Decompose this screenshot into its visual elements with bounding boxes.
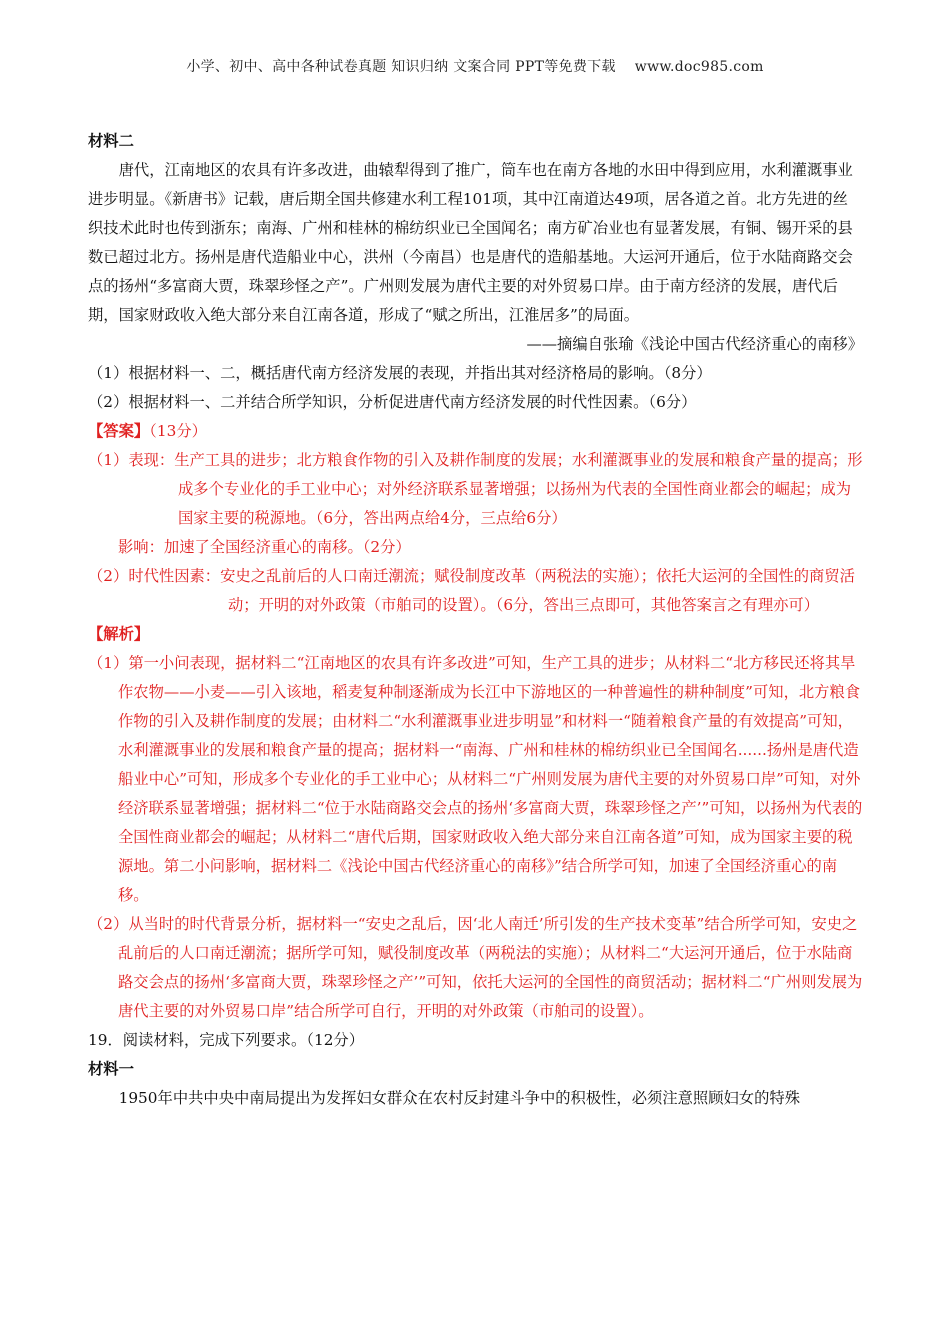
- document-content: [88, 127, 863, 1113]
- answer-1: （1）表现：生产工具的进步；北方粮食作物的引入及耕作制度的发展；水利灌溉事业的发展和粮食产量的提高；形成多个专业化的手工业中心；对外经济联系显著增强；以扬州为代表的全国性商业都会的崛起；成为国家主要的税源地。（6分，答出两点给4分，三点给6分）: [88, 451, 863, 527]
- answer-2: （2）时代性因素：安史之乱前后的人口南迁潮流；赋役制度改革（两税法的实施）；依托大运河的全国性的商贸活动；开明的对外政策（市舶司的设置）。（6分，答出三点即可，其他答案言之有理亦可）: [88, 567, 855, 614]
- answer-label: 【答案】: [88, 422, 150, 440]
- material2-source: ——摘编自张瑜《浅论中国古代经济重心的南移》: [526, 335, 863, 353]
- analysis-2: （2）从当时的时代背景分析，据材料一“安史之乱后，因‘北人南迁’所引发的生产技术变革”结合所学可知，安史之乱前后的人口南迁潮流；据所学可知，赋役制度改革（两税法的实施）；从材料二“大运河开通后，位于水陆商路交会点的扬州‘多富商大贾，珠翠珍怪之产’”可知，依托大运河的全国性的商贸活动；据材料二“广州则发展为唐代主要的对外贸易口岸”结合所学可自行，开明的对外政策（市舶司的设置）。: [88, 915, 863, 1020]
- material2-body: 唐代，江南地区的农具有许多改进，曲辕犁得到了推广，筒车也在南方各地的水田中得到应用，水利灌溉事业进步明显。《新唐书》记载，唐后期全国共修建水利工程101项，其中江南道达49项，居各道之首。北方先进的丝织技术此时也传到浙东；南海、广州和桂林的棉纺织业已全国闻名；南方矿冶业也有显著发展，有铜、锡开采的县数已超过北方。扬州是唐代造船业中心，洪州（今南昌）也是唐代的造船基地。大运河开通后，位于水陆商路交会点的扬州“多富商大贾，珠翠珍怪之产”。广州则发展为唐代主要的对外贸易口岸。由于南方经济的发展，唐代后期，国家财政收入绝大部分来自江南各道，形成了“赋之所出，江淮居多”的局面。: [88, 161, 853, 324]
- question-1: （1）根据材料一、二，概括唐代南方经济发展的表现，并指出其对经济格局的影响。（8分）: [88, 364, 712, 382]
- question-19-title: 19．阅读材料，完成下列要求。（12分）: [88, 1031, 365, 1049]
- analysis-label: 【解析】: [88, 625, 150, 643]
- material2-title: 材料二: [88, 132, 134, 150]
- question-2: （2）根据材料一、二并结合所学知识，分析促进唐代南方经济发展的时代性因素。（6分）: [88, 393, 697, 411]
- q19-material1-body: 1950年中共中央中南局提出为发挥妇女群众在农村反封建斗争中的积极性，必须注意照顾妇女的特殊: [118, 1089, 800, 1107]
- answer-heading: [88, 417, 863, 446]
- q19-material1-title: 材料一: [88, 1060, 134, 1078]
- page-header: 小学、初中、高中各种试卷真题 知识归纳 文案合同 PPT等免费下载 www.doc985.com: [186, 59, 764, 75]
- answer-score: （13分）: [149, 422, 207, 440]
- analysis-1: （1）第一小问表现，据材料二“江南地区的农具有许多改进”可知，生产工具的进步；从材料二“北方移民还将其旱作农物——小麦——引入该地，稻麦复种制逐渐成为长江中下游地区的一种普遍性的耕种制度”可知，北方粮食作物的引入及耕作制度的发展；由材料二“水利灌溉事业进步明显”和材料一“随着粮食产量的有效提高”可知，水利灌溉事业的发展和粮食产量的提高；据材料一“南海、广州和桂林的棉纺织业已全国闻名......扬州是唐代造船业中心”可知，形成多个专业化的手工业中心；从材料二“广州则发展为唐代主要的对外贸易口岸”可知，对外经济联系显著增强；据材料二“位于水陆商路交会点的扬州‘多富商大贾，珠翠珍怪之产’”可知，以扬州为代表的全国性商业都会的崛起；从材料二“唐代后期，国家财政收入绝大部分来自江南各道”可知，成为国家主要的税源地。第二小问影响，据材料二《浅论中国古代经济重心的南移》”结合所学可知，加速了全国经济重心的南移。: [88, 654, 863, 904]
- answer-1-impact: 影响：加速了全国经济重心的南移。（2分）: [118, 538, 411, 556]
